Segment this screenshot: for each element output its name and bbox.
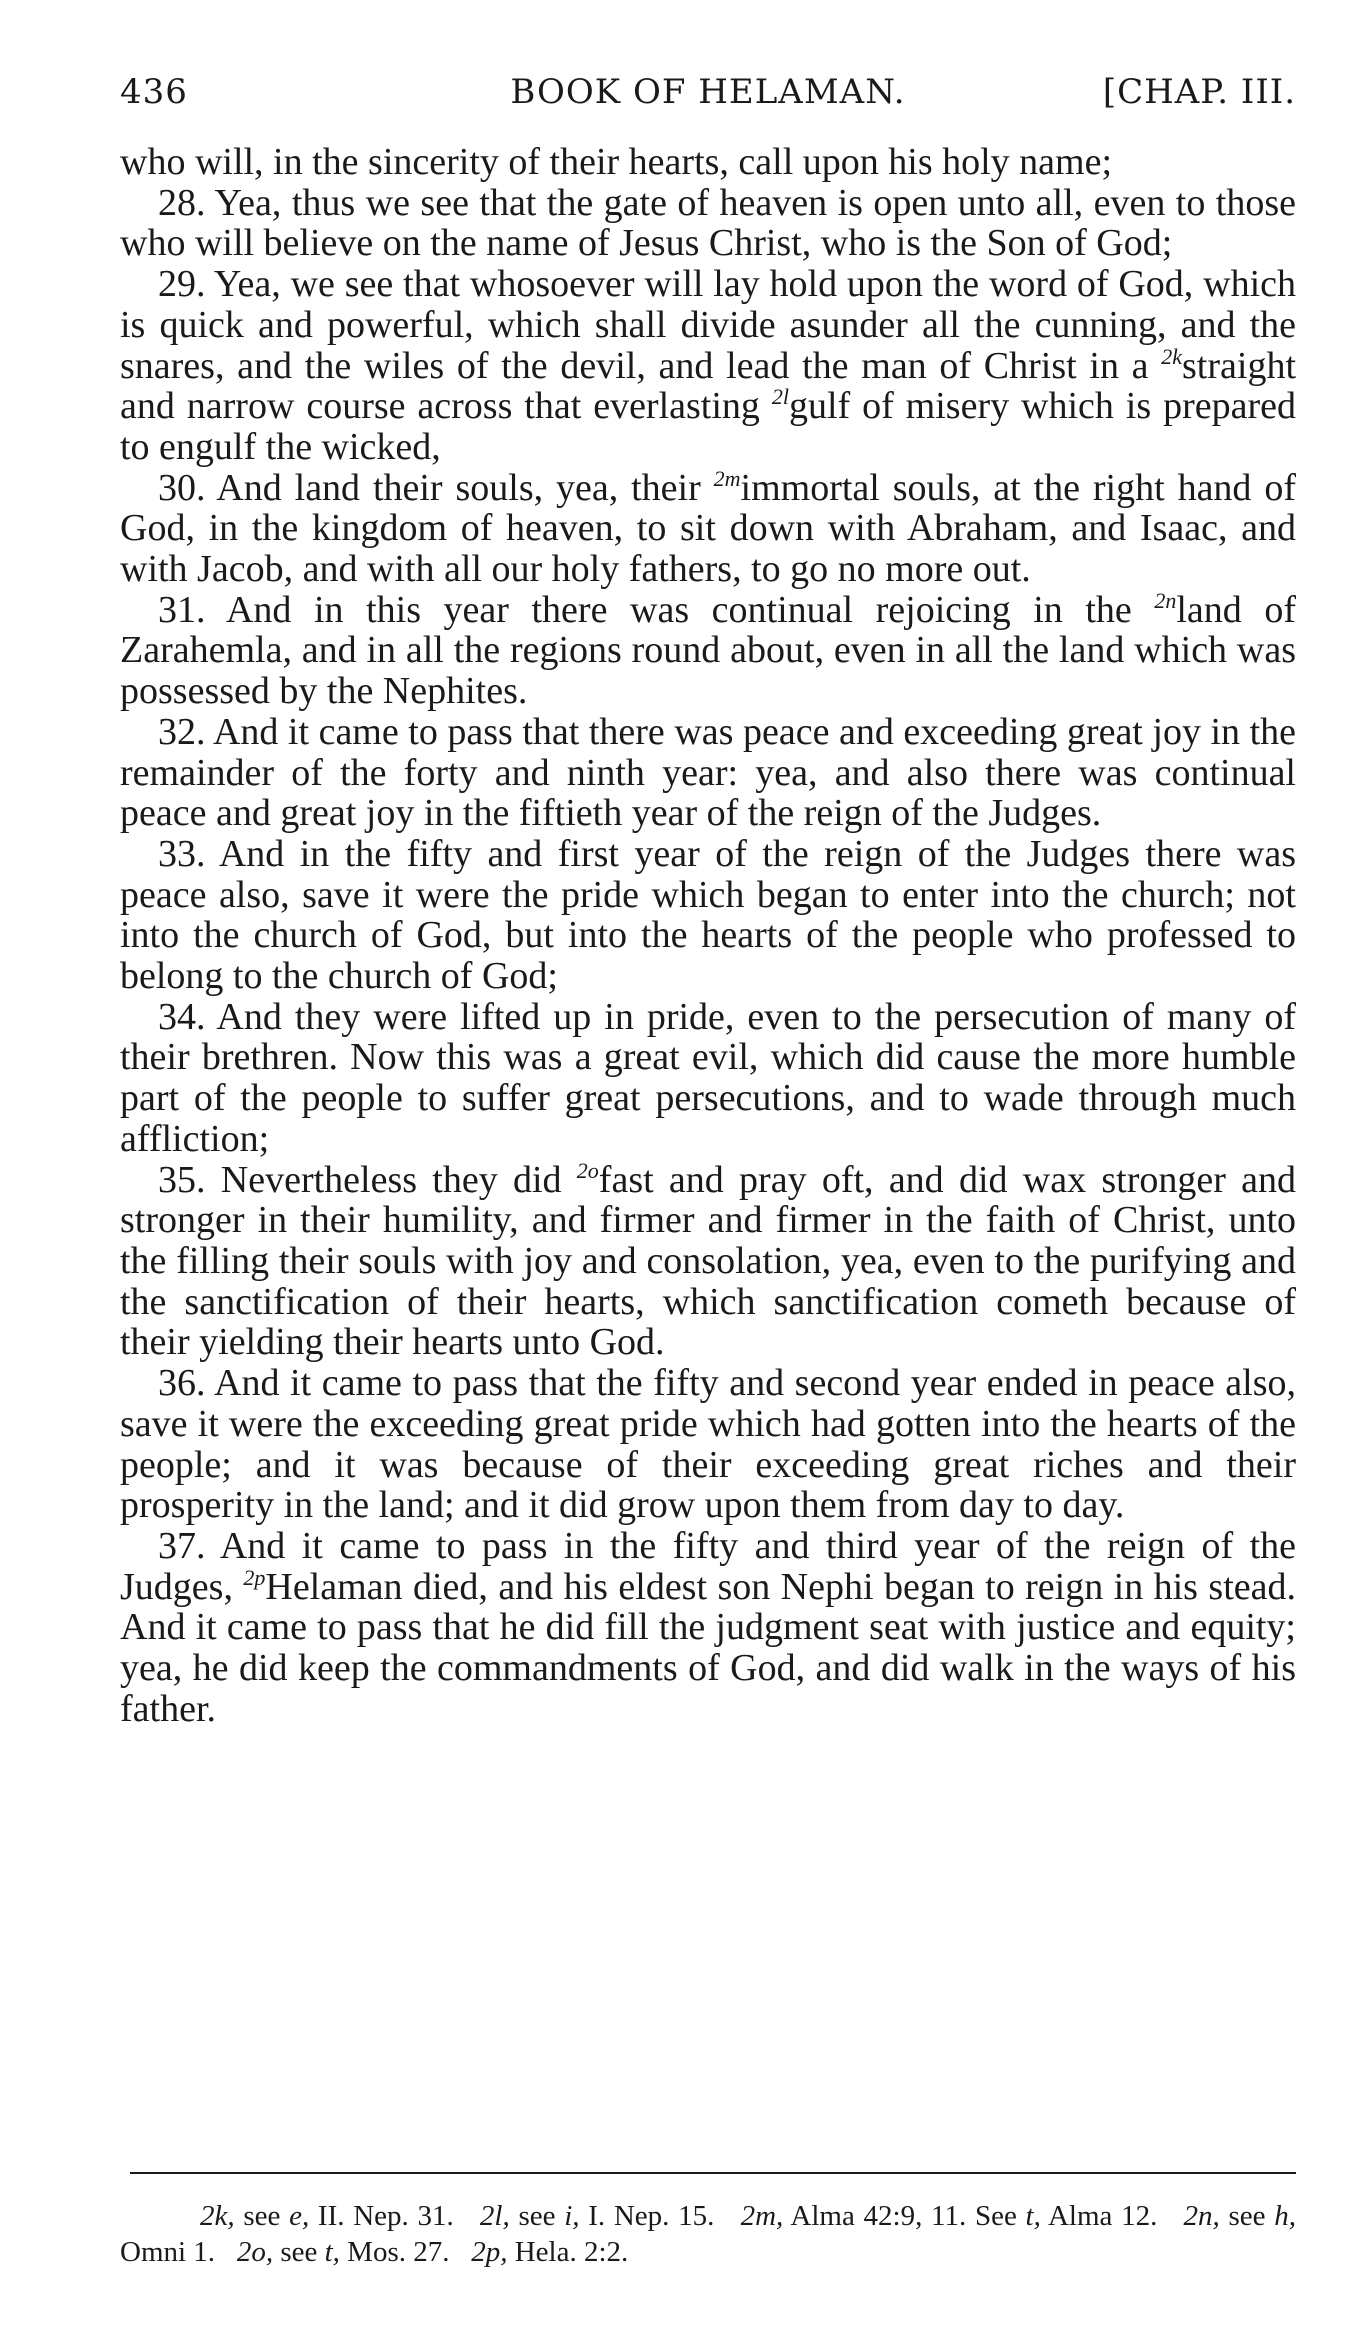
footnote-entry: 2o, see t, Mos. 27. [236,2236,450,2268]
verse-number: 29. [158,263,206,306]
footnote-ref[interactable]: 2p [243,1564,266,1590]
footnote-ref[interactable]: 2l [771,384,789,410]
footnote-ref[interactable]: 2m [713,465,741,491]
verse-text: Yea, thus we see that the gate of heaven is open unto all, even to those who will believe on the name of Jesus Christ, who is the Son of God; [120,181,1297,265]
verse-number: 30. [158,466,206,509]
verse-number: 28. [158,181,206,224]
chapter-body [120,142,1296,1729]
verse-number: 37. [158,1524,206,1567]
footnotes [120,2198,1296,2270]
verse-number: 36. [158,1362,206,1405]
verse-37: 37. And it came to pass in the fifty and third year of the reign of the Judges, $^{2p}$Helaman died, and his eldest son Nephi began to reign in his stead. And it came to pass that he did fill the judgment seat with justice and equity; yea, he did keep the commandments of God, and did walk in the ways of his father. [120,1524,1296,1730]
footnote-entry: 2k, see e, II. Nep. 31. [200,2200,454,2232]
running-header [120,64,1296,124]
footnote-ref[interactable]: 2n [1154,587,1177,613]
verse-number: 33. [158,832,206,875]
scripture-page [120,64,1296,1729]
verse-text: And it came to pass that the fifty and second year ended in peace also, save it were the exceeding great pride which had gotten into the hearts of the people; and it was because of their exceeding great riches and their prosperity in the land; and it did grow upon them from day to day. [120,1362,1296,1527]
verse-34 [120,997,1296,1160]
footnote-entry: 2p, Hela. 2:2. [471,2236,629,2268]
footnote-entry: 2l, see i, I. Nep. 15. [479,2200,715,2232]
verse-number: 31. [158,588,206,631]
verse-32 [120,712,1296,834]
book-title: BOOK OF HELAMAN. [510,72,906,112]
verse-text: And it came to pass that there was peace and exceeding great joy in the remainder of the forty and ninth year: yea, and also there was continual peace and great joy in the fiftieth year of the reign of the Judges. [120,710,1297,835]
verse-number: 34. [158,995,206,1038]
verse-text: And they were lifted up in pride, even to the persecution of many of their brethren. Now this was a great evil, which did cause the more humble part of the people to suffer great persecutions, and to wade through much affliction; [120,995,1296,1160]
verse-31: 31. And in this year there was continual rejoicing in the $^{2n}$land of Zarahemla, and in all the regions round about, even in all the land which was possessed by the Nephites. [120,587,1296,713]
footnote-block [120,2198,1296,2270]
verse-35: 35. Nevertheless they did $^{2o}$fast and pray oft, and did wax stronger and stronger in their humility, and firmer and firmer in the faith of Christ, unto the filling their souls with joy and consolation, yea, even to the purifying and the sanctification of their hearts, which sanctification cometh because of their yielding their hearts unto God. [120,1157,1296,1364]
verse-27-continuation: who will, in the sincerity of their hearts, call upon his holy name; [120,141,1113,183]
footnote-ref[interactable]: 2o [576,1157,599,1183]
verse-30: 30. And land their souls, yea, their $^{2m}$immortal souls, at the right hand of God, in the kingdom of heaven, to sit down with Abraham, and Isaac, and with Jacob, and with all our holy fathers, to go no more out. [120,465,1296,591]
verse-36 [120,1363,1296,1526]
footnote-divider [130,2172,1296,2174]
verse-28 [120,183,1296,264]
verse-text: And in the fifty and first year of the reign of the Judges there was peace also, save it were the pride which began to enter into the church; not into the church of God, but into the hearts of the people who professed to belong to the church of God; [120,832,1296,998]
page-number: 436 [120,72,188,112]
chapter-label: [CHAP. III. [1102,72,1296,112]
verse-number: 32. [158,710,206,753]
verse-33 [120,834,1296,997]
verse-number: 35. [158,1158,206,1201]
footnote-entry: 2n, see h, Omni 1. [120,2200,1296,2268]
verse-29: 29. Yea, we see that whosoever will lay hold upon the word of God, which is quick and powerful, which shall divide asunder all the cunning, and the snares, and the wiles of the devil, and lead the man of Christ in a $^{2k}$straight and narrow course across that everlasting $^{2l}$gulf of misery which is prepared to engulf the wicked, [120,263,1296,468]
footnote-entry: 2m, Alma 42:9, 11. See t, Alma 12. [740,2200,1158,2232]
footnote-ref[interactable]: 2k [1161,343,1183,369]
